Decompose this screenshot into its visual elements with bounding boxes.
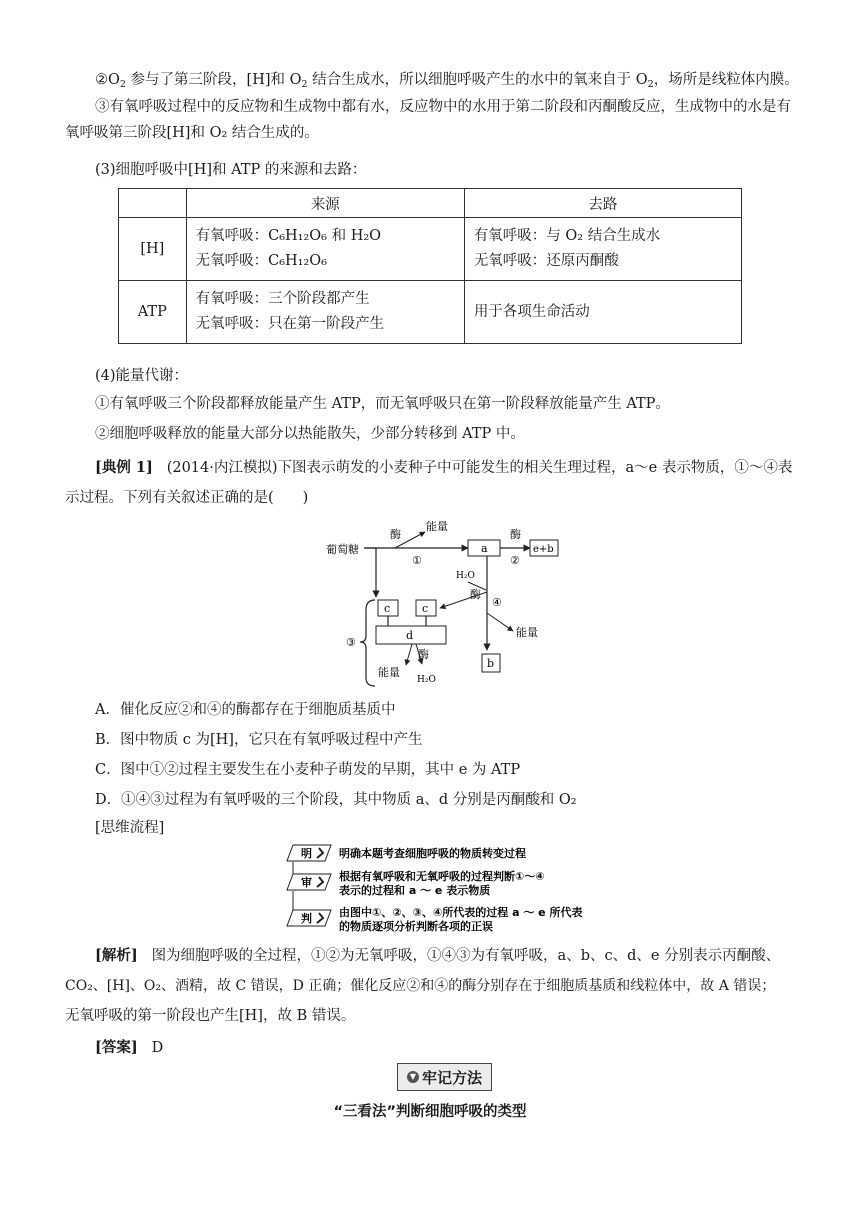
svg-text:明: 明 xyxy=(301,847,312,860)
label-enzyme-2: 酶 xyxy=(510,528,521,541)
label-step-4: ④ xyxy=(492,596,502,609)
option-d: D．①④③过程为有氧呼吸的三个阶段，其中物质 a、d 分别是丙酮酸和 O₂ xyxy=(95,792,577,808)
label-energy-3: 能量 xyxy=(378,666,400,679)
label-enzyme-3: 酶 xyxy=(418,648,429,661)
label-d: d xyxy=(406,629,414,642)
analysis-line-3: 无氧呼吸的第一阶段也产生[H]，故 B 错误。 xyxy=(65,1008,356,1024)
table-row xyxy=(119,218,742,281)
label-a: a xyxy=(481,542,488,555)
cell-atp-destination: 用于各项生命活动 xyxy=(464,281,741,344)
paragraph-energy-1: ①有氧呼吸三个阶段都释放能量产生 ATP，而无氧呼吸只在第一阶段释放能量产生 ATP。 xyxy=(95,396,670,412)
respiration-diagram xyxy=(320,518,560,693)
label-step-1: ① xyxy=(412,554,422,567)
arrow-energy-4 xyxy=(487,613,513,631)
thinking-flow xyxy=(283,842,613,942)
brace-step3 xyxy=(360,600,375,686)
analysis-line-2: CO₂、[H]、O₂、酒精，故 C 错误，D 正确；催化反应②和④的酶分别存在于细胞质基质和线粒体中，故 A 错误； xyxy=(65,978,776,994)
label-energy-1: 能量 xyxy=(426,520,448,533)
flow-step-1 xyxy=(287,845,526,861)
label-enzyme-1: 酶 xyxy=(390,528,401,541)
row-label-h: [H] xyxy=(119,218,187,281)
table-header-source: 来源 xyxy=(186,189,464,218)
label-glucose: 葡萄糖 xyxy=(326,543,359,556)
cell-atp-source: 有氧呼吸：三个阶段都产生 无氧呼吸：只在第一阶段产生 xyxy=(186,281,464,344)
label-c-2: c xyxy=(422,602,429,615)
row-label-atp: ATP xyxy=(119,281,187,344)
label-step-3: ③ xyxy=(346,636,356,649)
example-line-1: [典例 1] (2014·内江模拟)下图表示萌发的小麦种子中可能发生的相关生理过程，a～e 表示物质，①～④表 xyxy=(95,459,793,476)
heading-energy: (4)能量代谢： xyxy=(95,368,189,384)
option-a: A．催化反应②和④的酶都存在于细胞质基质中 xyxy=(95,702,396,718)
analysis-line-1: [解析] 图为细胞呼吸的全过程，①②为无氧呼吸，①④③为有氧呼吸，a、b、c、d、e 分别表示丙酮酸、 xyxy=(95,947,781,964)
option-c: C．图中①②过程主要发生在小麦种子萌发的早期，其中 e 为 ATP xyxy=(95,762,521,778)
method-banner xyxy=(397,1063,492,1091)
svg-text:根据有氧呼吸和无氧呼吸的过程判断①～④: 根据有氧呼吸和无氧呼吸的过程判断①～④ xyxy=(339,870,545,883)
heading-h-atp: (3)细胞呼吸中[H]和 ATP 的来源和去路： xyxy=(95,162,367,178)
paragraph-o2-stage3: $②O_2$ 参与了第三阶段，[H]和 $O_2$ 结合生成水，所以细胞呼吸产生的水中的氧来自于 $O_2$，场所是线粒体内膜。 xyxy=(95,72,799,90)
svg-text:表示的过程和 a ～ e 表示物质: 表示的过程和 a ～ e 表示物质 xyxy=(339,884,491,897)
table-header-destination: 去路 xyxy=(464,189,741,218)
cell-h-destination: 有氧呼吸：与 O₂ 结合生成水 无氧呼吸：还原丙酮酸 xyxy=(464,218,741,281)
option-b: B．图中物质 c 为[H]，它只在有氧呼吸过程中产生 xyxy=(95,732,423,748)
answer-value: D xyxy=(151,1040,164,1056)
label-h2o-in: H₂O xyxy=(456,571,475,581)
analysis-tag: [解析] xyxy=(95,947,138,964)
h-atp-table xyxy=(118,188,742,344)
svg-text:明确本题考查细胞呼吸的物质转变过程: 明确本题考查细胞呼吸的物质转变过程 xyxy=(339,847,526,860)
method-title: 牢记方法 xyxy=(421,1068,482,1087)
svg-text:由图中①、②、③、④所代表的过程 a ～ e 所代表: 由图中①、②、③、④所代表的过程 a ～ e 所代表 xyxy=(339,906,583,919)
label-h2o-out: H₂O xyxy=(417,675,436,685)
label-eb: e+b xyxy=(533,544,554,555)
table-row xyxy=(119,281,742,344)
paragraph-water: ③有氧呼吸过程中的反应物和生成物中都有水，反应物中的水用于第二阶段和丙酮酸反应，生成物中的水是有氧呼吸第三阶段[H]和 O₂ 结合生成的。 xyxy=(65,99,791,141)
svg-text:审: 审 xyxy=(301,876,312,889)
thinking-label: [思维流程] xyxy=(95,820,165,836)
label-energy-4: 能量 xyxy=(516,626,538,639)
flow-step-2 xyxy=(287,869,545,897)
flow-step-3 xyxy=(287,905,582,933)
answer-line xyxy=(95,1038,163,1058)
label-c-1: c xyxy=(384,602,391,615)
svg-text:的物质逐项分析判断各项的正误: 的物质逐项分析判断各项的正误 xyxy=(339,920,493,933)
label-enzyme-4: 酶 xyxy=(470,588,481,601)
section-subtitle: “三看法”判断细胞呼吸的类型 xyxy=(333,1104,527,1120)
example-tag: [典例 1] xyxy=(95,459,153,476)
label-step-2: ② xyxy=(510,554,520,567)
label-b: b xyxy=(487,657,495,670)
svg-text:判: 判 xyxy=(301,912,312,925)
cell-h-source: 有氧呼吸：C₆H₁₂O₆ 和 H₂O 无氧呼吸：C₆H₁₂O₆ xyxy=(186,218,464,281)
example-line-2: 示过程。下列有关叙述正确的是( ) xyxy=(65,490,309,506)
paragraph-energy-2: ②细胞呼吸释放的能量大部分以热能散失，少部分转移到 ATP 中。 xyxy=(95,426,525,442)
chevron-down-icon: ▼ xyxy=(407,1071,419,1083)
answer-tag: [答案] xyxy=(95,1039,138,1056)
